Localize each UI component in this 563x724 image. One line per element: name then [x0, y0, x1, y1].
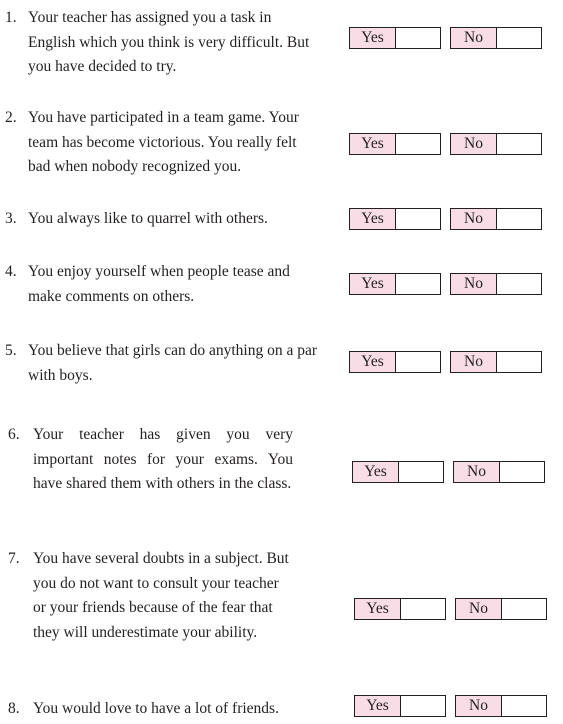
- no-option[interactable]: [455, 598, 547, 620]
- yes-label: Yes: [355, 696, 401, 716]
- answer-options-7: [354, 598, 547, 620]
- yes-checkbox[interactable]: [399, 462, 443, 482]
- question-number: 8.: [8, 700, 20, 717]
- question-number: 6.: [8, 426, 20, 443]
- no-checkbox[interactable]: [502, 696, 546, 716]
- question-text: You have several doubts in a subject. But you do not want to consult your teacher or your friends because of the fear that they will underestimate your ability.: [33, 550, 289, 641]
- question-number: 5.: [5, 342, 17, 359]
- yes-option[interactable]: [349, 27, 441, 49]
- answer-options-2: [349, 133, 542, 155]
- no-option[interactable]: [450, 351, 542, 373]
- question-number: 1.: [5, 9, 17, 26]
- question-number: 2.: [5, 109, 17, 126]
- yes-checkbox[interactable]: [396, 28, 440, 48]
- no-label: No: [454, 462, 500, 482]
- no-option[interactable]: [450, 273, 542, 295]
- no-checkbox[interactable]: [497, 28, 541, 48]
- no-label: No: [451, 134, 497, 154]
- no-option[interactable]: [450, 27, 542, 49]
- yes-checkbox[interactable]: [401, 696, 445, 716]
- yes-option[interactable]: [349, 351, 441, 373]
- yes-checkbox[interactable]: [401, 599, 445, 619]
- yes-checkbox[interactable]: [396, 134, 440, 154]
- yes-checkbox[interactable]: [396, 274, 440, 294]
- no-label: No: [451, 352, 497, 372]
- yes-option[interactable]: [349, 133, 441, 155]
- answer-options-5: [349, 351, 542, 373]
- answer-options-3: [349, 208, 542, 230]
- question-text: You would love to have a lot of friends.: [33, 700, 279, 717]
- no-label: No: [451, 209, 497, 229]
- question-text: Your teacher has given you very important notes for your exams. You have shared them with others in the class.: [33, 426, 293, 492]
- yes-option[interactable]: [349, 208, 441, 230]
- yes-checkbox[interactable]: [396, 352, 440, 372]
- yes-option[interactable]: [349, 273, 441, 295]
- question-number: 4.: [5, 263, 17, 280]
- yes-label: Yes: [355, 599, 401, 619]
- yes-option[interactable]: [354, 598, 446, 620]
- no-label: No: [456, 599, 502, 619]
- yes-label: Yes: [353, 462, 399, 482]
- no-label: No: [451, 28, 497, 48]
- no-checkbox[interactable]: [497, 352, 541, 372]
- yes-label: Yes: [350, 209, 396, 229]
- no-label: No: [456, 696, 502, 716]
- no-checkbox[interactable]: [500, 462, 544, 482]
- yes-checkbox[interactable]: [396, 209, 440, 229]
- yes-option[interactable]: [354, 695, 446, 717]
- yes-label: Yes: [350, 28, 396, 48]
- yes-label: Yes: [350, 134, 396, 154]
- answer-options-6: [352, 461, 545, 483]
- no-checkbox[interactable]: [497, 134, 541, 154]
- question-number: 3.: [5, 210, 17, 227]
- no-checkbox[interactable]: [497, 209, 541, 229]
- question-text: You believe that girls can do anything on a par with boys.: [28, 342, 317, 384]
- question-text: You always like to quarrel with others.: [28, 210, 268, 227]
- yes-option[interactable]: [352, 461, 444, 483]
- no-option[interactable]: [450, 208, 542, 230]
- question-text: You have participated in a team game. Your team has become victorious. You really felt bad when nobody recognized you.: [28, 109, 299, 175]
- question-number: 7.: [8, 550, 20, 567]
- yes-label: Yes: [350, 352, 396, 372]
- answer-options-4: [349, 273, 542, 295]
- yes-label: Yes: [350, 274, 396, 294]
- no-checkbox[interactable]: [502, 599, 546, 619]
- no-option[interactable]: [453, 461, 545, 483]
- no-option[interactable]: [450, 133, 542, 155]
- answer-options-8: [354, 695, 547, 717]
- no-label: No: [451, 274, 497, 294]
- answer-options-1: [349, 27, 542, 49]
- no-checkbox[interactable]: [497, 274, 541, 294]
- question-text: Your teacher has assigned you a task in English which you think is very difficult. But you have decided to try.: [28, 9, 310, 75]
- no-option[interactable]: [455, 695, 547, 717]
- question-text: You enjoy yourself when people tease and make comments on others.: [28, 263, 290, 305]
